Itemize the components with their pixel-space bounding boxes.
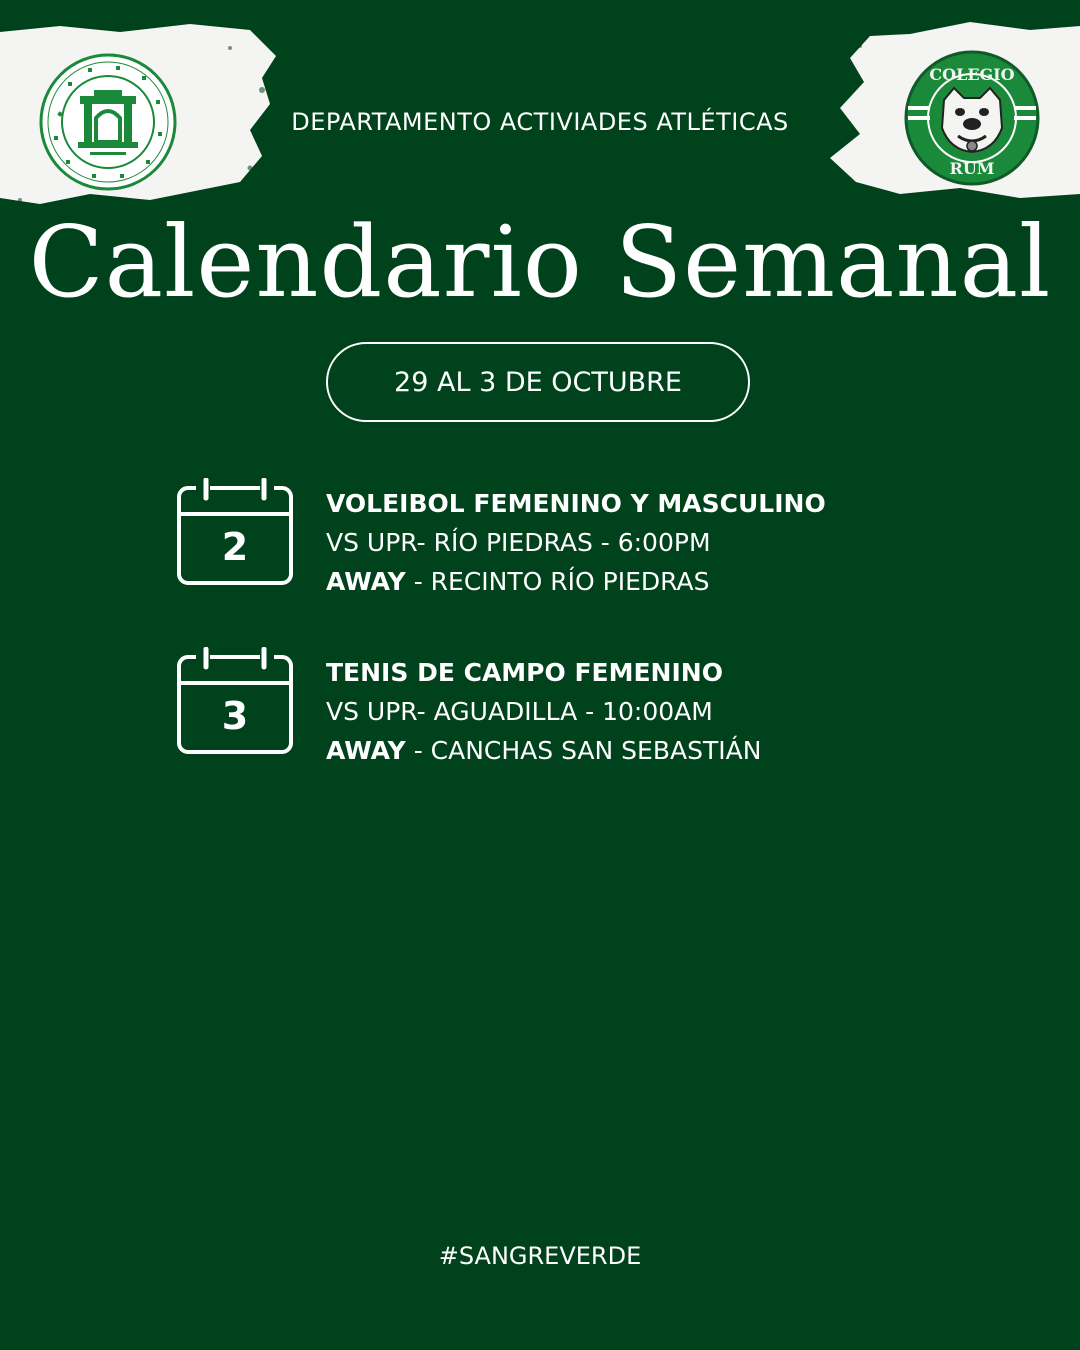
event-item [176,647,936,767]
event-location: - CANCHAS SAN SEBASTIÁN [405,736,762,765]
away-label: AWAY [326,736,406,765]
hashtag: #SANGREVERDE [438,1242,642,1270]
event-location-line [326,562,826,601]
mascot-text-bottom: RUM [949,159,995,178]
university-seal-icon [38,52,178,192]
page-title: Calendario Semanal [28,206,1052,320]
event-day: 2 [221,525,249,569]
calendar-icon [176,478,294,588]
event-item [176,478,936,598]
mascot-text-top: COLEGIO [929,65,1015,84]
event-sport: TENIS DE CAMPO FEMENINO [326,658,723,687]
event-matchup: VS UPR- RÍO PIEDRAS - 6:00PM [326,528,711,557]
event-day: 3 [221,694,249,738]
department-name: DEPARTAMENTO ACTIVIADES ATLÉTICAS [291,108,789,136]
event-matchup: VS UPR- AGUADILLA - 10:00AM [326,697,713,726]
week-range-label: 29 AL 3 DE OCTUBRE [394,366,682,398]
week-range-badge [326,342,750,422]
away-label: AWAY [326,567,406,596]
event-details [326,484,826,601]
calendar-icon [176,647,294,757]
event-location: - RECINTO RÍO PIEDRAS [405,567,710,596]
event-location-line [326,731,761,770]
bulldog-mascot-icon [904,50,1040,186]
event-details [326,653,761,770]
event-sport: VOLEIBOL FEMENINO Y MASCULINO [326,489,826,518]
